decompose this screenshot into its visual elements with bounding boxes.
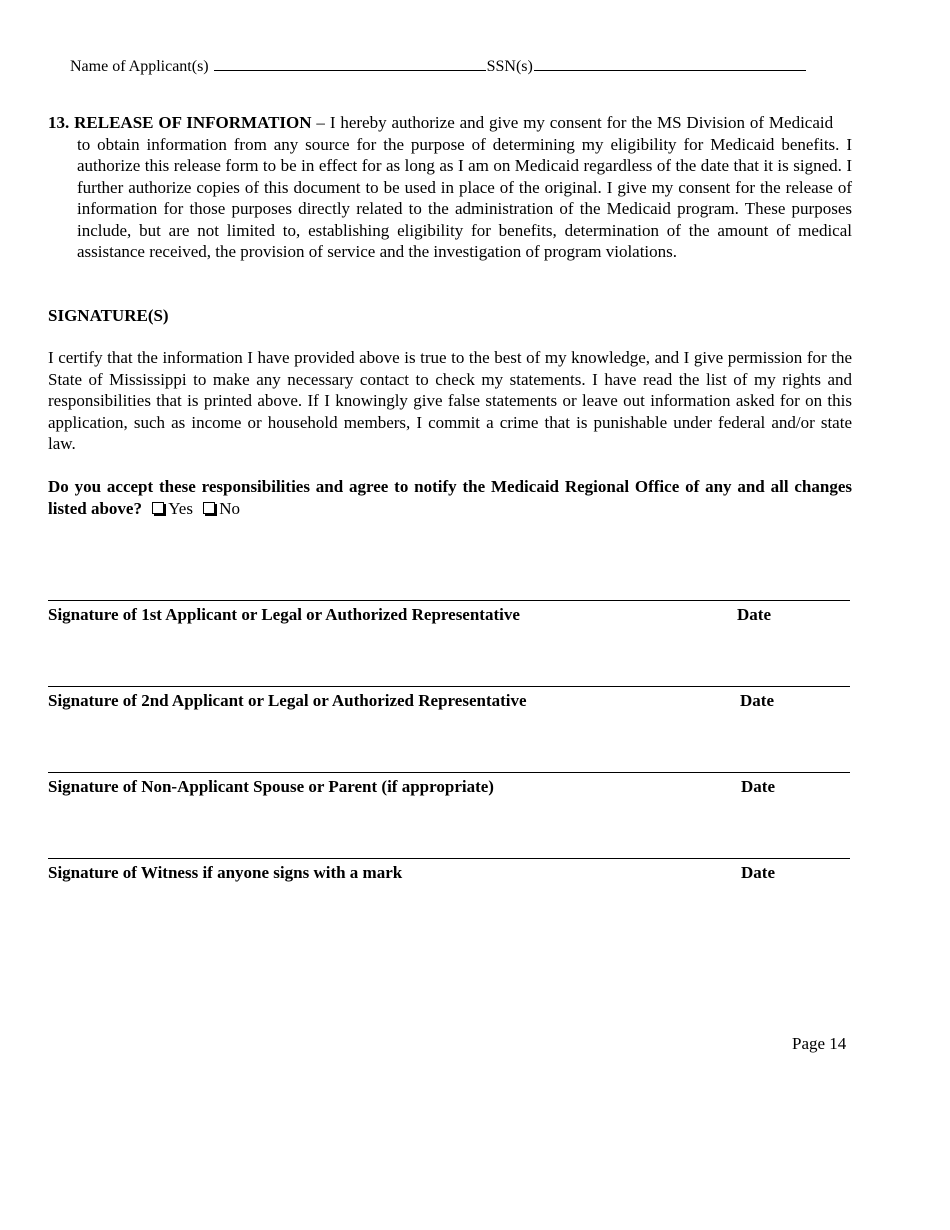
signature-line[interactable] xyxy=(48,772,850,773)
release-of-information-paragraph xyxy=(48,112,852,263)
release-body: to obtain information from any source for the purpose of determining my eligibility for Medicaid benefits. I authorize this release form to be in effect for as long as I am on Medicaid regardless of the date that it is signed. I further authorize copies of this document to be used in place of the original. I give my consent for the release of information for those purposes directly related to the administration of the Medicaid program. These purposes include, but are not limited to, establishing eligibility for benefits, determination of the amount of medical assistance received, the provision of service and the investigation of program violations. xyxy=(77,134,852,261)
yes-label: Yes xyxy=(168,498,193,518)
signature-label: Signature of Non-Applicant Spouse or Parent (if appropriate) xyxy=(48,777,494,796)
no-checkbox[interactable] xyxy=(203,502,215,514)
signature-label: Signature of 1st Applicant or Legal or Authorized Representative xyxy=(48,605,520,624)
release-first-segment: I hereby authorize and give my consent for the MS Division of Medicaid xyxy=(329,113,834,132)
question-text: Do you accept these responsibilities and agree to notify the Medicaid Regional Office of any and all changes listed above? xyxy=(48,477,852,518)
date-label: Date xyxy=(740,691,774,710)
no-label: No xyxy=(219,498,241,518)
responsibilities-question xyxy=(48,476,852,519)
applicant-header xyxy=(70,56,807,78)
ssn-label: SSN(s) xyxy=(486,58,533,75)
name-of-applicant-field[interactable] xyxy=(214,56,486,71)
date-label: Date xyxy=(741,777,775,796)
signature-line[interactable] xyxy=(48,686,850,687)
section-number: 13. xyxy=(48,113,70,132)
signature-label: Signature of Witness if anyone signs with a mark xyxy=(48,863,403,882)
name-of-applicant-label: Name of Applicant(s) xyxy=(70,58,209,75)
signature-label: Signature of 2nd Applicant or Legal or Authorized Representative xyxy=(48,691,527,710)
signature-line[interactable] xyxy=(48,858,850,859)
ssn-field[interactable] xyxy=(534,56,806,71)
release-of-information-section xyxy=(48,112,852,263)
yes-checkbox[interactable] xyxy=(152,502,164,514)
signature-block-1st-applicant xyxy=(48,600,850,628)
signature-block-2nd-applicant xyxy=(48,686,850,714)
release-heading: RELEASE OF INFORMATION xyxy=(74,113,312,132)
date-label: Date xyxy=(741,863,775,882)
signature-block-witness xyxy=(48,858,850,886)
signatures-heading: SIGNATURE(S) xyxy=(48,306,169,325)
signature-line[interactable] xyxy=(48,600,850,601)
release-dash: – xyxy=(311,113,330,132)
date-label: Date xyxy=(737,605,771,624)
signature-block-non-applicant-spouse xyxy=(48,772,850,800)
page-number: Page 14 xyxy=(792,1034,847,1053)
certification-paragraph: I certify that the information I have provided above is true to the best of my knowledge, and I give permission for the State of Mississippi to make any necessary contact to check my statements. I have read the list of my rights and responsibilities that is printed above. If I knowingly give false statements or leave out information asked for on this application, such as income or household members, I commit a crime that is punishable under federal and/or state law. xyxy=(48,348,852,453)
